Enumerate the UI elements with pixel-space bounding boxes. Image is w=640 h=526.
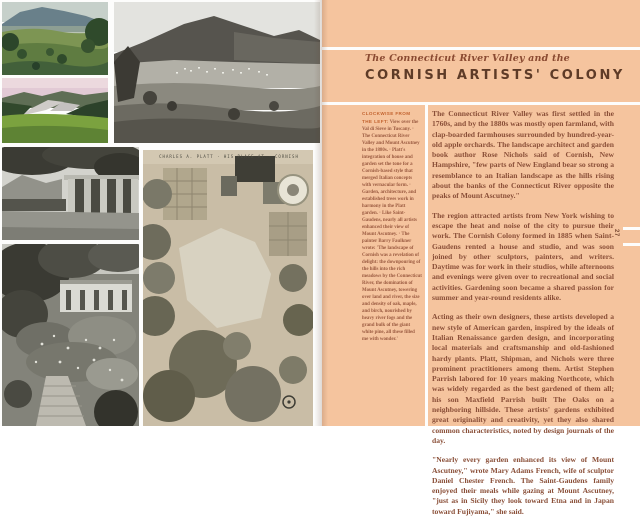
body-paragraph: The Connecticut River Valley was first settled in the 1760s, and by the 1880s was mostly open farmland, with clap-boarded farmhouses surrounded by hundred-year-old apple orchards. The landscape architect and garden book author Rose Nichols said of Cornish, New Hampshire, "few parts of New England bear so strong a resemblance to an Italian landscape as the hills rising about the banks of the Connecticut River opposite the peaks of Mount Ascutney."	[432, 109, 614, 201]
top-divider-rule	[322, 47, 640, 50]
body-paragraph: Acting as their own designers, these artists developed a new style of American garden, inspired by the ideals of Italian Renaissance garden design, and incorporating local materials and craftsmanship and old-fashioned hardy plants. Platt, Shipman, and Nichols were three prominent practitioners among them. Artist Stephen Parrish labored for 10 years making Northcote, which was widely regarded as the best gardened of them all; his son Maxfield Parrish built The Oaks on a neighboring hillside. These artists' gardens exhibited great originality and creativity, yet they also shared common characteristics, noted by design journals of the day.	[432, 312, 614, 445]
column-divider-rule	[425, 105, 428, 426]
chapter-kicker: The Connecticut River Valley and the	[365, 53, 570, 64]
pergola-photo-art	[2, 147, 139, 240]
photo-tuscany-val-di-sieve	[2, 2, 108, 75]
left-page	[0, 0, 322, 426]
garden-photo-art	[2, 244, 139, 426]
photo-caption	[362, 110, 422, 343]
page-number: 27	[613, 229, 619, 237]
river-photo-art	[2, 78, 108, 143]
body-paragraph: "Nearly every garden enhanced its view of Mount Ascutney," wrote Mary Adams French, wife of sculptor Daniel Chester French. The Saint-Gaudens family enjoyed their meals while gazing at Mount Ascutney, "just as in Sicily they look toward Etna and in Japan toward Fujiyama," she said.	[432, 455, 614, 516]
plan-title-text: CHARLES A. PLATT · HIS PLACE AT · CORNISH	[159, 154, 299, 159]
body-paragraph: The region attracted artists from New York wishing to escape the heat and noise of the city to pursue their work. The Cornish Colony formed in 1885 when Saint-Gaudens rented a house and studio, and was soon joined by other sculptors, painters, and writers. Daytime was for work in their studios, while afternoons and evenings were given over to recreational and social activities. Gardening soon became a shared passion for summer and year-round residents alike.	[432, 210, 614, 303]
valley-photo-art	[114, 2, 320, 143]
body-text-column	[432, 109, 614, 526]
caption-body: View over the Val di Sieve in Tuscany. · The Connecticut River Valley and Mount Ascutney in the 1880s. · Platt's integration of house and garden set the tone for a Cornish-based style that merged Italian concepts with vernacular form. · Garden, architecture, and established trees work in harmony in the Platt garden. · Like Saint-Gaudens, nearly all artists enhanced their view of Mount Ascutney. · The painter Barry Faulkner wrote: 'The landscape of Cornish was a revelation of delight: the downpouring of the hills into the rich meadows by the Connecticut River, the domination of Mount Ascutney, towering over land and river, the size and density of oak, maple, and birch, nourished by heavy river fogs and the grand bulk of the giant white pine, all these filled me with wonder.'	[362, 120, 422, 342]
photo-connecticut-river-view	[2, 78, 108, 143]
plan-drawing-art	[143, 150, 313, 426]
caption-lead-in: CLOCKWISE FROM THE LEFT:	[362, 111, 411, 124]
plan-drawing-platt-place	[143, 150, 313, 426]
photo-valley-mount-ascutney-bw	[114, 2, 320, 143]
right-page	[322, 0, 640, 516]
tuscany-photo-art	[2, 2, 108, 75]
folio-rule-top	[623, 227, 640, 230]
folio-rule-bottom	[623, 243, 640, 246]
title-divider-rule	[322, 102, 640, 105]
chapter-title: CORNISH ARTISTS' COLONY	[365, 68, 625, 83]
photo-pergola-garden-bw	[2, 147, 139, 240]
photo-platt-garden-bw	[2, 244, 139, 426]
